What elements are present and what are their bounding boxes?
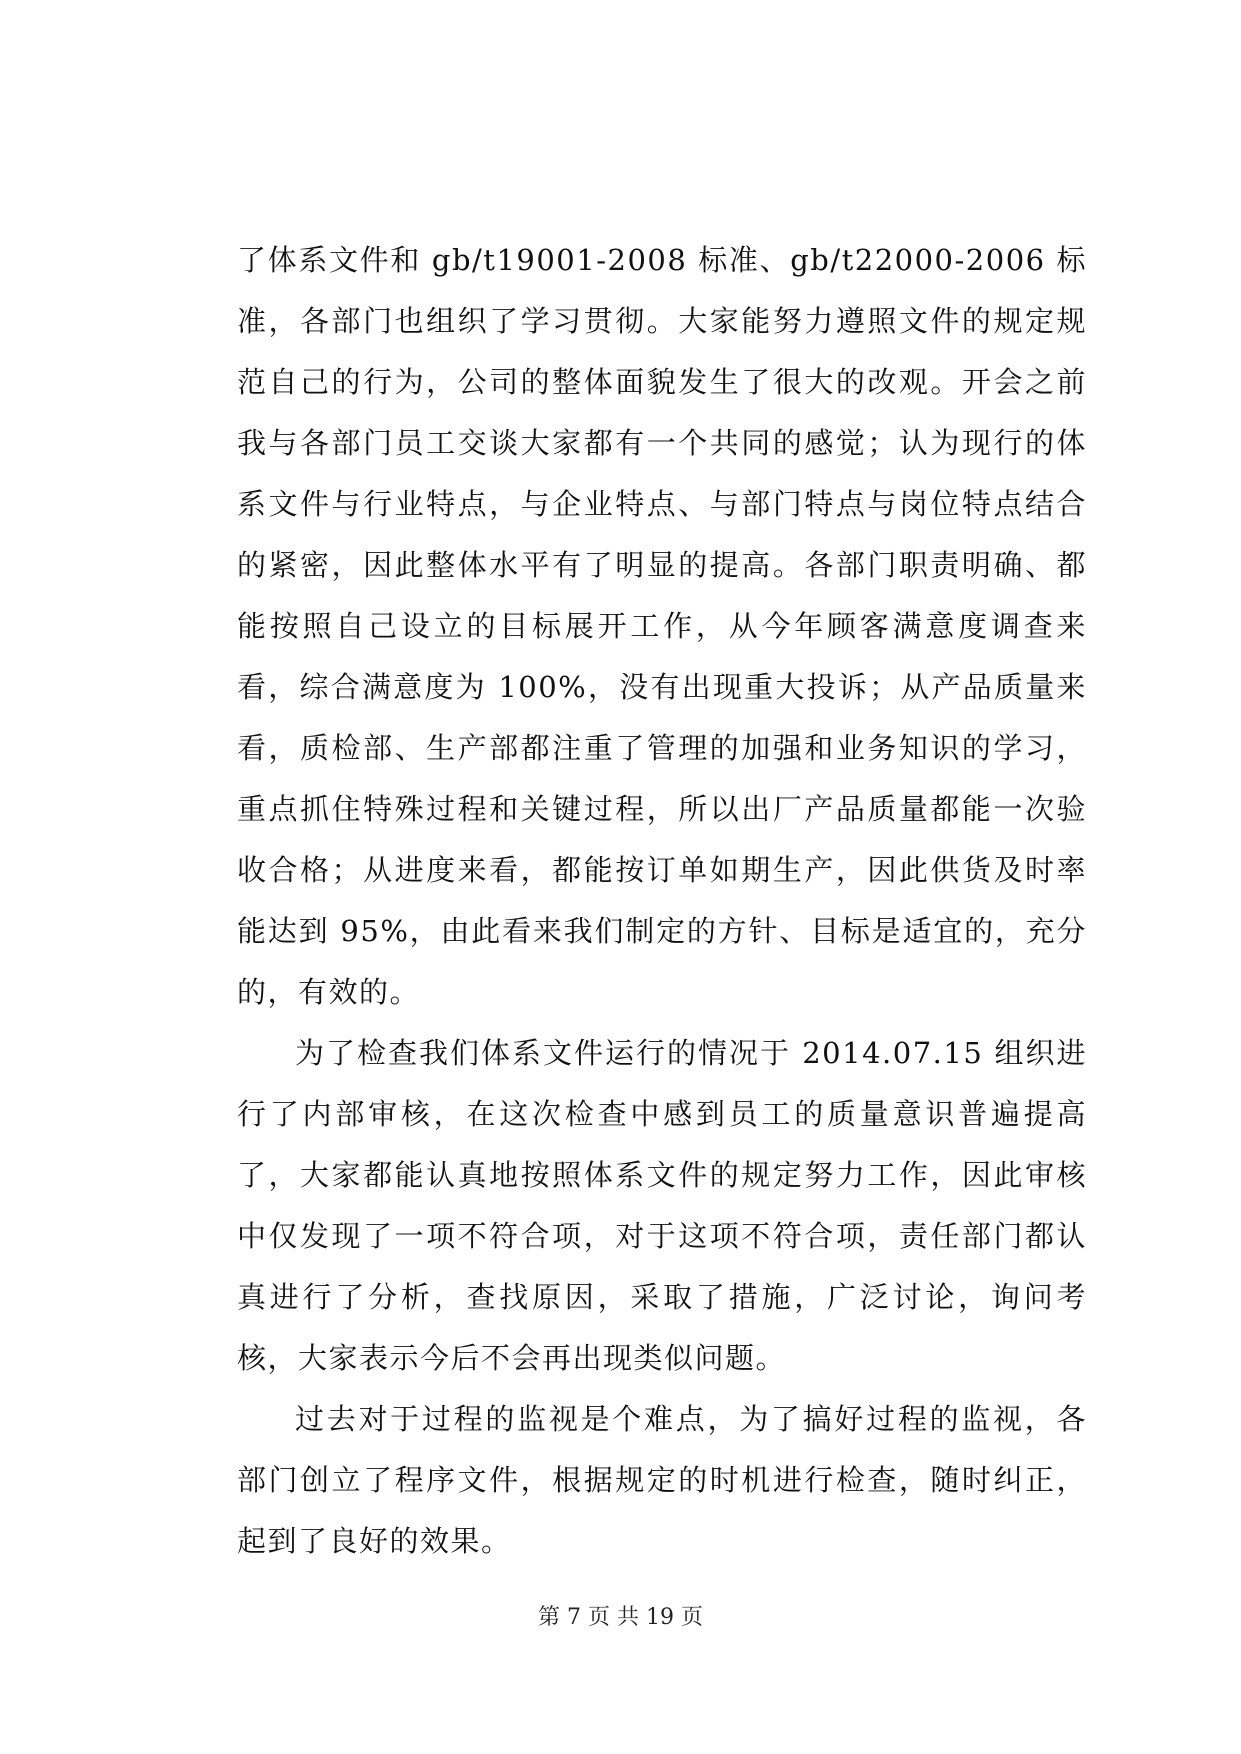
paragraph-1: 了体系文件和 gb/t19001-2008 标准、gb/t22000-2006 标准，各部门也组织了学习贯彻。大家能努力遵照文件的规定规范自己的行为，公司的整体面貌发生了很大的改观。开会之前我与各部门员工交谈大家都有一个共同的感觉；认为现行的体系文件与行业特点，与企业特点、与部门特点与岗位特点结合的紧密，因此整体水平有了明显的提高。各部门职责明确、都能按照自己设立的目标展开工作，从今年顾客满意度调查来看，综合满意度为 100%，没有出现重大投诉；从产品质量来看，质检部、生产部都注重了管理的加强和业务知识的学习，重点抓住特殊过程和关键过程，所以出厂产品质量都能一次验收合格；从进度来看，都能按订单如期生产，因此供货及时率能达到 95%，由此看来我们制定的方针、目标是适宜的，充分的，有效的。 [237, 243, 1087, 1009]
document-body [237, 230, 1087, 1572]
paragraph-2: 为了检查我们体系文件运行的情况于 2014.07.15 组织进行了内部审核，在这次检查中感到员工的质量意识普遍提高了，大家都能认真地按照体系文件的规定努力工作，因此审核中仅发现了一项不符合项，对于这项不符合项，责任部门都认真进行了分析，查找原因，采取了措施，广泛讨论，询问考核，大家表示今后不会再出现类似问题。 [237, 1036, 1087, 1375]
page-number-footer: 第 7 页 共 19 页 [538, 1605, 703, 1630]
paragraph-3: 过去对于过程的监视是个难点，为了搞好过程的监视，各部门创立了程序文件，根据规定的时机进行检查，随时纠正，起到了良好的效果。 [237, 1402, 1087, 1558]
